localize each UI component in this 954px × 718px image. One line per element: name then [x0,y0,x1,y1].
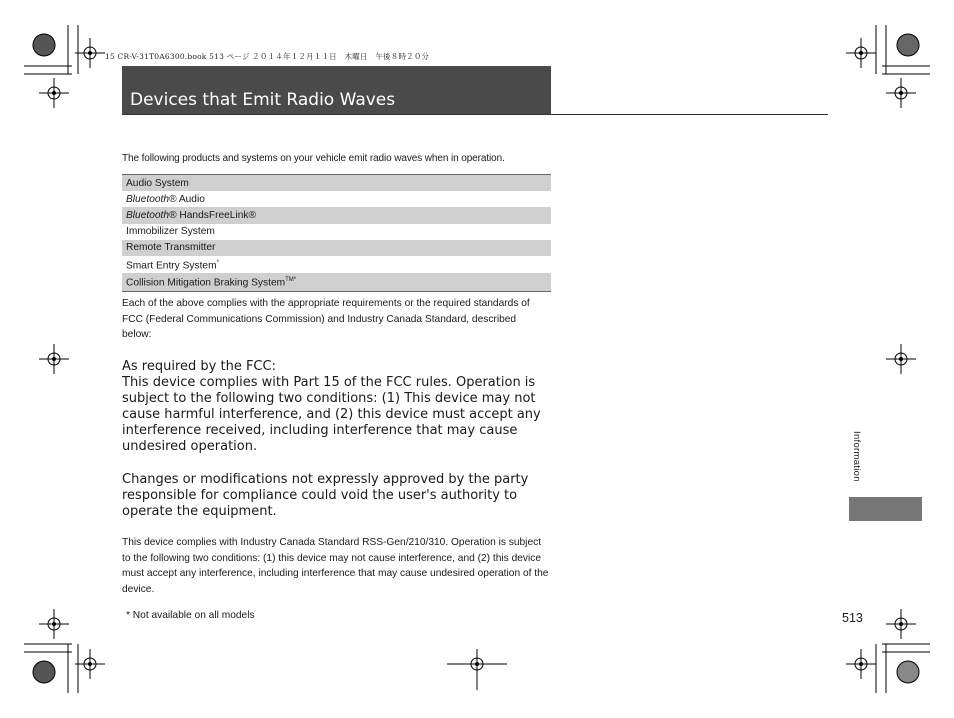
changes-statement: Changes or modifications not expressly approved by the party responsible for compliance could void the user's authority to operate the equipment. [122,472,529,519]
device-name: Bluetooth® Audio [126,193,205,205]
canada-statement: This device complies with Industry Canada Standard RSS-Gen/210/310. Operation is subject to the following two conditions: (1) this device may not cause interference, and (2) this device must accept any interference, including interference that may cause undesired operation of the device. [122,537,549,595]
device-name: Immobilizer System [126,226,215,238]
device-name: Collision Mitigation Braking System$^{TM*}$ [122,273,551,291]
device-name: Audio System [122,175,551,192]
print-header: 15 CR-V-31T0A6300.book 513 ページ ２０１４年１２月１１日 木曜日 午後８時２０分 [105,52,430,61]
device-name: Remote Transmitter [122,240,551,256]
page-number: 513 [842,611,863,625]
page-title: Devices that Emit Radio Waves [130,90,396,110]
side-tab-label: Information [851,431,862,482]
compliance-paragraph: Each of the above complies with the appropriate requirements or the required standards of FCC (Federal Communications Commission) and Industry Canada Standard, described below: [122,298,530,340]
device-name: Smart Entry System* [126,259,219,272]
intro-text: The following products and systems on your vehicle emit radio waves when in operation. [122,153,505,164]
footnote: * Not available on all models [126,610,255,621]
device-name: Bluetooth® HandsFreeLink® [122,207,551,223]
fcc-statement: This device complies with Part 15 of the FCC rules. Operation is subject to the following two conditions: (1) This device may not cause harmful interference, and (2) this device must accept any interference received, including interference that may cause undesired operation. [122,375,541,454]
fcc-heading: As required by the FCC: [122,359,276,374]
